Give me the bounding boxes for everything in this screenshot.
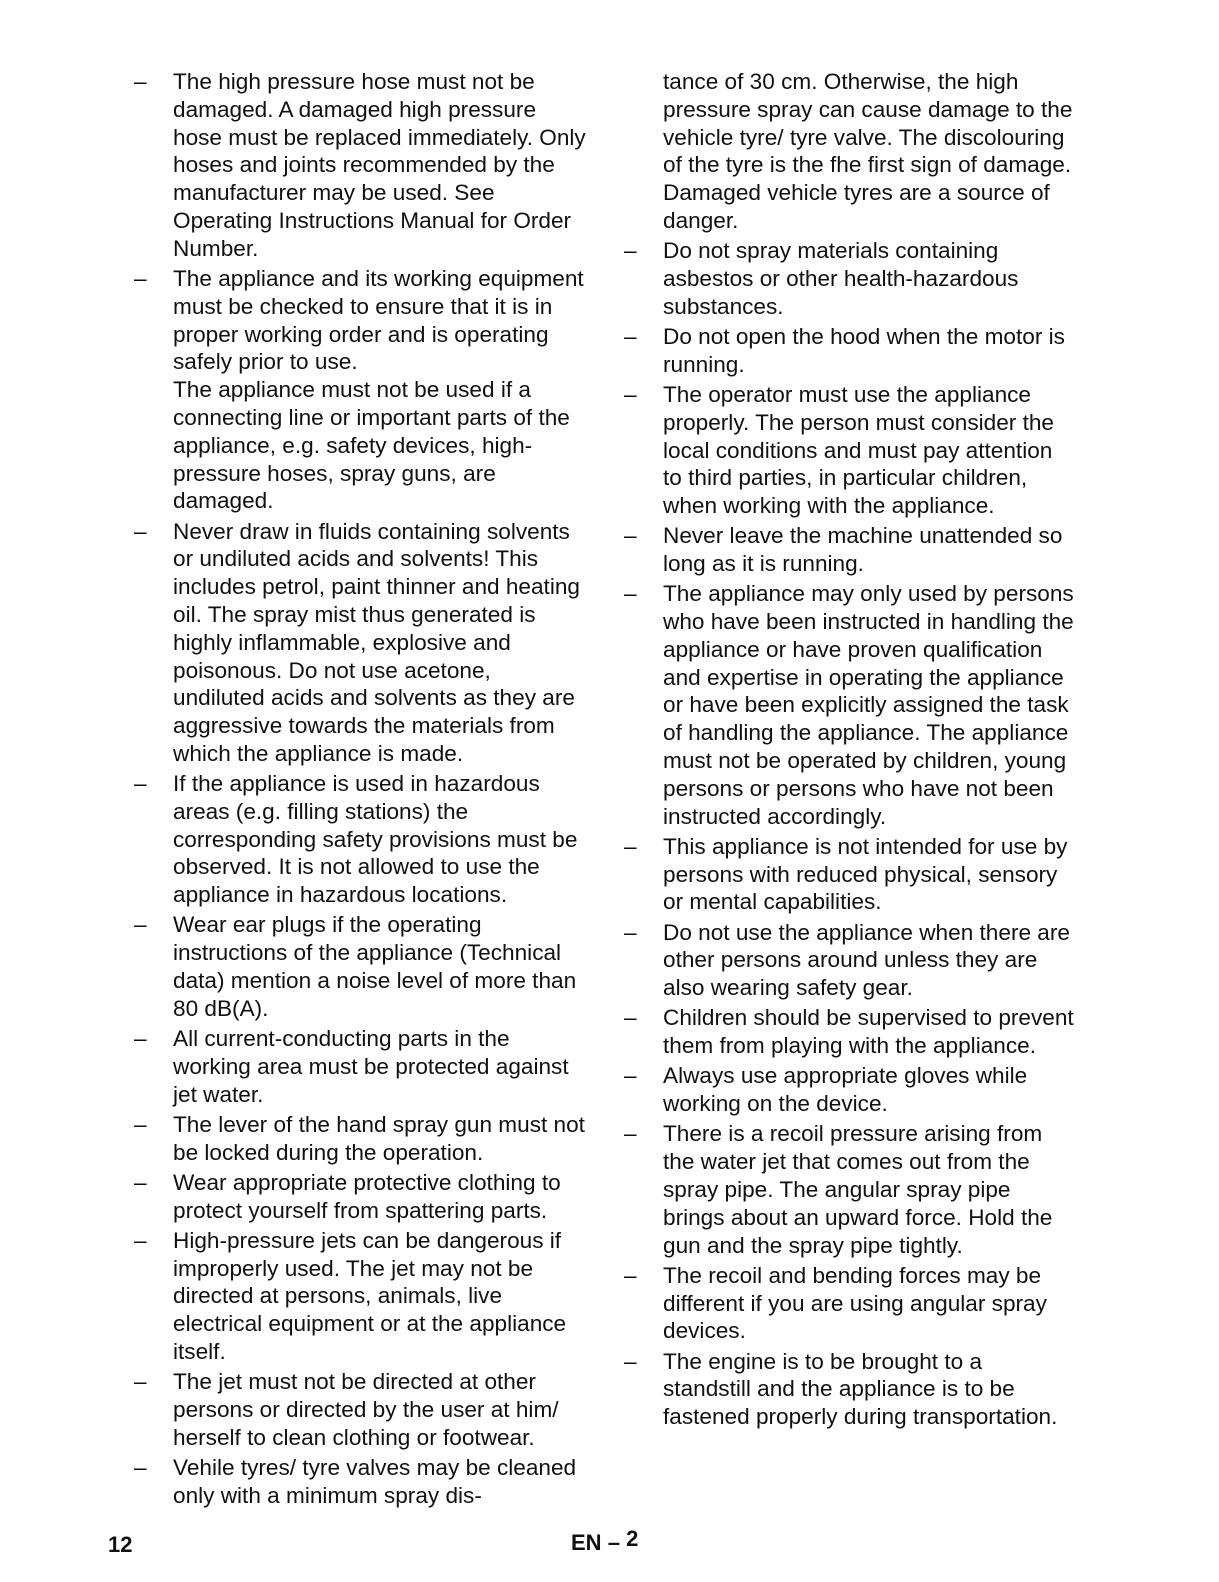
list-item-text: Children should be supervised to prevent them from playing with the appliance. xyxy=(663,1005,1074,1059)
bullet-dash: – xyxy=(134,518,147,544)
list-item-text: Do not use the appliance when there are other persons around unless they are also wearing safety gear. xyxy=(663,919,1070,1001)
language-page-number: 2 xyxy=(626,1526,639,1551)
list-item xyxy=(624,1062,1076,1118)
list-item xyxy=(134,518,586,768)
list-item xyxy=(624,522,1076,578)
bullet-dash: – xyxy=(624,523,637,549)
bullet-dash: – xyxy=(134,265,147,291)
bullet-dash: – xyxy=(624,1121,637,1147)
list-item xyxy=(134,911,586,1022)
bullet-dash: – xyxy=(624,381,637,407)
list-item xyxy=(624,323,1076,379)
list-item xyxy=(624,580,1076,830)
list-item-text: Do not open the hood when the motor is running. xyxy=(663,323,1065,377)
list-item xyxy=(134,1454,586,1510)
list-item xyxy=(624,833,1076,916)
language-dash: – xyxy=(607,1530,620,1555)
list-item xyxy=(134,1368,586,1451)
list-item xyxy=(134,68,586,263)
bullet-dash: – xyxy=(134,1454,147,1480)
bullet-dash: – xyxy=(624,1005,637,1031)
list-item-text: The appliance and its working equipment must be checked to ensure that it is in proper working order and is operating safely prior to use. xyxy=(173,265,584,375)
list-item-text: High-pressure jets can be dangerous if improperly used. The jet may not be directed at persons, animals, live electrical equipment or at the appliance itself. xyxy=(173,1227,567,1364)
list-item-text: Always use appropriate gloves while working on the device. xyxy=(663,1063,1028,1117)
list-item xyxy=(134,1227,586,1366)
bullet-dash: – xyxy=(134,771,147,797)
list-item xyxy=(624,237,1076,320)
continued-paragraph: tance of 30 cm. Otherwise, the high pressure spray can cause damage to the vehicle tyre/ tyre valve. The discolouring of the tyre is the fhe first sign of damage. Damaged vehicle tyres are a source of danger. xyxy=(663,69,1073,233)
list-item xyxy=(134,1111,586,1167)
list-item-text: There is a recoil pressure arising from the water jet that comes out from the spray pipe. The angular spray pipe brings about an upward force. Hold the gun and the spray pipe tightly. xyxy=(663,1121,1053,1258)
list-item xyxy=(134,770,586,909)
bullet-dash: – xyxy=(134,1369,147,1395)
bullet-dash: – xyxy=(134,912,147,938)
bullet-dash: – xyxy=(624,581,637,607)
list-item xyxy=(134,1169,586,1225)
list-item xyxy=(624,1262,1076,1345)
list-item xyxy=(624,381,1076,520)
bullet-dash: – xyxy=(134,1111,147,1137)
list-item xyxy=(624,1120,1076,1259)
list-item-text: Vehile tyres/ tyre valves may be cleaned only with a minimum spray dis- xyxy=(173,1454,577,1508)
bullet-dash: – xyxy=(624,1262,637,1288)
list-item-text: The operator must use the appliance properly. The person must consider the local conditions and must pay attention to third parties, in particular children, when working with the appliance. xyxy=(663,381,1054,519)
list-item-text: All current-conducting parts in the working area must be protected against jet water. xyxy=(173,1026,569,1107)
page-number: 12 xyxy=(108,1532,133,1557)
bullet-dash: – xyxy=(624,238,637,264)
list-item-text: Never leave the machine unattended so long as it is running. xyxy=(663,523,1063,577)
list-item-text: The high pressure hose must not be damaged. A damaged high pressure hose must be replaced immediately. Only hoses and joints recommended by the manufacturer may be used. See Operating Instructions Manual for Order Number. xyxy=(173,69,586,261)
right-column xyxy=(624,68,1076,1433)
language-code: EN xyxy=(571,1530,602,1555)
list-item xyxy=(134,265,586,515)
list-item-text: The recoil and bending forces may be different if you are using angular spray devices. xyxy=(663,1262,1047,1344)
list-item-text: Do not spray materials containing asbestos or other health-hazardous substances. xyxy=(663,238,1019,319)
list-item xyxy=(624,1348,1076,1431)
list-item-text: If the appliance is used in hazardous areas (e.g. filling stations) the corresponding safety provisions must be observed. It is not allowed to use the appliance in hazardous locations. xyxy=(173,771,578,908)
list-item-text: The jet must not be directed at other persons or directed by the user at him/ herself to clean clothing or footwear. xyxy=(173,1369,559,1450)
bullet-dash: – xyxy=(134,69,147,94)
bullet-dash: – xyxy=(624,1348,637,1374)
bullet-dash: – xyxy=(624,323,637,349)
left-column xyxy=(134,68,586,1512)
bullet-dash: – xyxy=(134,1169,147,1195)
bullet-dash: – xyxy=(624,1063,637,1089)
bullet-dash: – xyxy=(134,1227,147,1253)
list-item xyxy=(624,919,1076,1002)
list-item-text: The appliance must not be used if a connecting line or important parts of the appliance, e.g. safety devices, high-pressure hoses, spray guns, are damaged. xyxy=(173,377,570,514)
list-item xyxy=(134,1025,586,1108)
list-item-text: The engine is to be brought to a standstill and the appliance is to be fastened properly during transportation. xyxy=(663,1348,1058,1430)
bullet-dash: – xyxy=(624,833,637,859)
bullet-dash: – xyxy=(134,1026,147,1052)
list-item-text: Never draw in fluids containing solvents or undiluted acids and solvents! This includes petrol, paint thinner and heating oil. The spray mist thus generated is highly inflammable, explosive and poisonous. Do not use acetone, undiluted acids and solvents as they are aggressive towards the materials from which the appliance is made. xyxy=(173,518,580,766)
language-page-label xyxy=(571,1526,639,1556)
list-item-text: The appliance may only used by persons who have been instructed in handling the appliance or have proven qualification and expertise in operating the appliance or have been explicitly assigned the task of handling the appliance. The appliance must not be operated by children, young persons or persons who have not been instructed accordingly. xyxy=(663,581,1074,829)
bullet-dash: – xyxy=(624,919,637,945)
list-item-text: Wear ear plugs if the operating instructions of the appliance (Technical data) mention a noise level of more than 80 dB(A). xyxy=(173,912,577,1021)
list-item xyxy=(624,1004,1076,1060)
list-item-text: This appliance is not intended for use by persons with reduced physical, sensory or mental capabilities. xyxy=(663,833,1068,915)
list-item-text: Wear appropriate protective clothing to protect yourself from spattering parts. xyxy=(173,1169,561,1223)
list-item-text: The lever of the hand spray gun must not be locked during the operation. xyxy=(173,1111,585,1165)
